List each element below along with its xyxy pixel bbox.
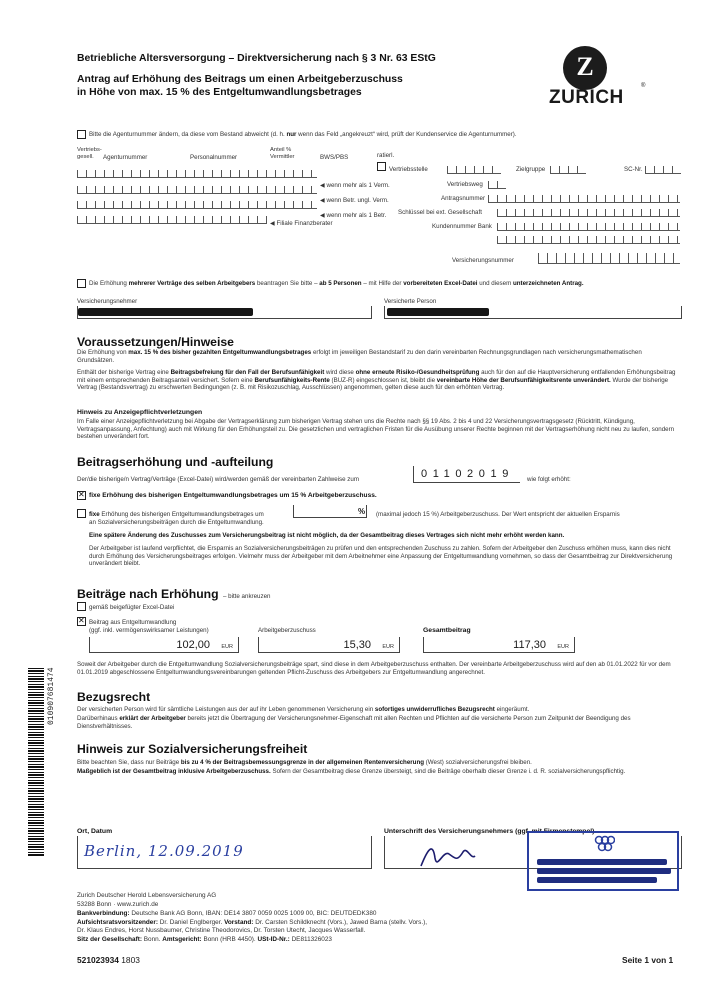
redacted-block <box>537 877 657 883</box>
note-more-than-1-betr: ◀ wenn mehr als 1 Betr. <box>320 212 387 219</box>
paragraph-sozial-1: Bitte beachten Sie, dass nur Beiträge bis zu 4 % der Beitragsbemessungsgrenze in der allgemeinen Rentenversicherung (West) sozialversicherungsfrei bleiben. <box>77 759 532 766</box>
form-subtitle-line1: Antrag auf Erhöhung des Beitrags um einen Arbeitgeberzuschuss <box>77 74 403 85</box>
note-more-than-1-verm: ◀ wenn mehr als 1 Verm. <box>320 182 390 189</box>
side-barcode <box>28 668 44 856</box>
paragraph-sozial-2: Maßgeblich ist der Gesamtbeitrag inklusive Arbeitgeberzuschuss. Sofern der Gesamtbeitrag diese Grenze übersteigt, sind die Beiträge oberhalb dieser Grenze i. d. R. sozialversicherungspflichtig. <box>77 768 626 775</box>
schluessel-field[interactable] <box>497 209 680 217</box>
custom-percent-field[interactable] <box>293 505 367 518</box>
paragraph-arbeitgeberzuschuss: Soweit der Arbeitgeber durch die Entgeltumwandlung Sozialversicherungsbeiträge spart, sind diese in dem Arbeitgeberzuschuss enthalten. Der vereinbarte Arbeitgeberzuschuss wird auf den ab 01.01.2022 für vor dem 01.01.2019 abgeschlossene Entgeltumwandlungsvereinbarungen geltenden Pflicht-Zuschuss des Arbeitgebers zur Entgeltumwandlung angerechnet. <box>77 661 671 676</box>
redacted-block <box>78 308 253 316</box>
agent-row-1[interactable] <box>77 170 317 178</box>
redacted-block <box>387 308 489 316</box>
paragraph-anzeigepflicht: Im Falle einer Anzeigepflichtverletzung bei Abgabe der Vertragserklärung zum bisherigen Vertrag stehen uns die Rechte nach §§ 19 Abs. 2 bis 4 und 22 Versicherungsvertragsgesetz (Rücktritt, Kündigung, Vertragsanpassung, Anfechtung) auch mit Wirkung für den Erhöhungsteil zu. Die gesetzlichen und vertraglichen Fristen für die Ausübung unserer Rechte beginnen mit der Vertragserhöhung nicht neu zu laufen, sondern bestehen unverändert fort. <box>77 418 675 441</box>
agent-row-4[interactable] <box>77 216 267 224</box>
option-fixed-custom-checkbox[interactable] <box>77 509 86 518</box>
amount-arbeitgeberzuschuss-field[interactable] <box>258 637 400 653</box>
footer-bank: Bankverbindung: Deutsche Bank AG Bonn, IBAN: DE14 3807 0059 0025 1009 00, BIC: DEUTDEDK380 <box>77 910 377 917</box>
kundennummer-field-2[interactable] <box>497 236 680 244</box>
subheading-anzeigepflicht: Hinweis zu Anzeigepflichtverletzungen <box>77 409 203 416</box>
label-schluessel: Schlüssel bei ext. Gesellschaft <box>398 209 482 216</box>
antragsnummer-field[interactable] <box>488 195 680 203</box>
agent-row-2[interactable] <box>77 186 317 194</box>
increase-warning: Eine spätere Änderung des Zuschusses zum Versicherungsbeitrag ist nicht möglich, da der Gesamtbeitrag dieses Vertrages sich nicht mehr erhöht werden kann. <box>89 532 565 539</box>
footer-address: 53288 Bonn · www.zurich.de <box>77 901 159 908</box>
label-unterschrift: Unterschrift des Versicherungsnehmers (ggf. mit Firmenstempel) <box>384 828 595 835</box>
col-anteil: Anteil % Vermittler <box>270 147 295 160</box>
increase-date-value: 01102019 <box>421 468 514 480</box>
section-beitragserhoehung: Beitragserhöhung und -aufteilung <box>77 455 274 469</box>
form-subtitle-line2: in Höhe von max. 15 % des Entgeltumwandlungsbetrages <box>77 87 362 98</box>
versicherungsnummer-field[interactable] <box>538 253 680 264</box>
signature-scribble-icon <box>415 840 495 872</box>
paragraph-voraussetzungen-2: Enthält der bisherige Vertrag eine Beitragsbefreiung für den Fall der Berufsunfähigkeit wird diese ohne erneute Risiko-/Gesundheitsprüfung auch für den auf die Hauptversicherung entfallenden Erhöhungsbeitrag mit einem entsprechenden Beitragsanteil versichert. Sofern eine Berufsunfähigkeits-Rente (BUZ-R) eingeschlossen ist, bleibt die vereinbarte Höhe der Berufsunfähigkeitsrente unverändert. Wurde der bisherige Vertrag (Bestandsvertrag) zu erschwerten Bedingungen (z. B. mit Risikozuschlag, Ausschlüssen) angenommen, gelten diese auch für den erhöhten Vertrag. <box>77 369 676 392</box>
change-agent-checkbox[interactable] <box>77 130 86 139</box>
label-vertriebsstelle: Vertriebsstelle <box>389 166 428 173</box>
form-title: Betriebliche Altersversorgung – Direktversicherung nach § 3 Nr. 63 EStG <box>77 53 436 64</box>
label-vertriebsweg: Vertriebsweg <box>447 181 483 188</box>
versicherte-person-field[interactable] <box>384 306 682 319</box>
label-sc-nr: SC-Nr. <box>624 166 643 173</box>
ort-datum-field[interactable] <box>77 836 372 869</box>
option-fixed-15-label: fixe Erhöhung des bisherigen Entgeltumwandlungsbetrages um 15 % Arbeitgeberzuschuss. <box>89 492 377 499</box>
label-versicherungsnehmer: Versicherungsnehmer <box>77 298 138 305</box>
page-indicator: Seite 1 von 1 <box>622 955 674 965</box>
versicherungsnehmer-field[interactable] <box>77 306 372 319</box>
label-vl-hint: (ggf. inkl. vermögenswirksamer Leistungen) <box>89 627 209 634</box>
label-kundennummer: Kundennummer Bank <box>432 223 492 230</box>
amount-gesamtbeitrag: 117,30 <box>513 639 546 651</box>
label-gesamtbeitrag: Gesamtbeitrag <box>423 627 471 634</box>
ratierl-checkbox[interactable] <box>377 162 386 171</box>
option-amounts-checkbox[interactable] <box>77 617 86 626</box>
section-voraussetzungen: Voraussetzungen/Hinweise <box>77 335 234 349</box>
col-vertriebsgesellschaft: Vertriebs- gesell. <box>77 147 102 160</box>
currency-eur: EUR <box>557 644 569 650</box>
col-ratierl: ratierl. <box>377 152 395 159</box>
section-bezugsrecht: Bezugsrecht <box>77 690 151 704</box>
amount-entgeltumwandlung-field[interactable] <box>89 637 239 653</box>
zielgruppe-field[interactable] <box>550 166 586 174</box>
label-versicherte-person: Versicherte Person <box>384 298 437 305</box>
agent-row-3[interactable] <box>77 201 317 209</box>
increase-date-field[interactable] <box>413 466 520 483</box>
label-antragsnummer: Antragsnummer <box>441 195 486 202</box>
form-number: 521023934 1803 <box>77 955 140 965</box>
col-bws: BWS/PBS <box>320 154 349 161</box>
currency-eur: EUR <box>221 644 233 650</box>
option-fixed-15-checkbox[interactable] <box>77 491 86 500</box>
note-filiale: ◀ Filiale Finanzberater <box>270 220 333 227</box>
option-excel-label: gemäß beigefügter Excel-Datei <box>89 604 175 611</box>
footer-vorstand: Dr. Klaus Endres, Horst Nussbaumer, Christine Theodorovics, Dr. Torsten Utecht, Jacques Wasserfall. <box>77 927 366 934</box>
amount-entgeltumwandlung: 102,00 <box>176 639 210 651</box>
label-versicherungsnummer: Versicherungsnummer <box>452 257 514 264</box>
amount-arbeitgeberzuschuss: 15,30 <box>343 639 371 651</box>
registered-mark: ® <box>641 83 646 89</box>
side-barcode-number: 010907681474 <box>47 667 56 725</box>
label-arbeitgeberzuschuss: Arbeitgeberzuschuss <box>258 627 316 634</box>
vertriebsstelle-field[interactable] <box>447 166 501 174</box>
option-excel-checkbox[interactable] <box>77 602 86 611</box>
redacted-block <box>537 868 671 874</box>
section-sozialversicherung: Hinweis zur Sozialversicherungsfreiheit <box>77 742 308 756</box>
paragraph-bezugsrecht-1: Der versicherten Person wird für sämtliche Leistungen aus der auf ihr Leben genommenen Versicherung ein sofortiges unwiderrufliches Bezugsrecht eingeräumt. <box>77 706 530 713</box>
note-betr-ungl-verm: ◀ wenn Betr. ungl. Verm. <box>320 197 389 204</box>
percent-sign: % <box>358 507 366 516</box>
increase-intro: Der/die bisherige/n Vertrag/Verträge (Excel-Datei) wird/werden gemäß der vereinbarten Zahlweise zum <box>77 476 360 483</box>
paragraph-bezugsrecht-2: Darüberhinaus erklärt der Arbeitgeber bereits jetzt die Übertragung der Versicherungsnehmer-Eigenschaft mit allen Rechten und Pflichten auf die versicherte Person zum Zeitpunkt der Beendigung des Dienstverhältnisses. <box>77 715 631 730</box>
vertriebsweg-field[interactable] <box>488 181 506 189</box>
multi-contract-checkbox[interactable] <box>77 279 86 288</box>
label-ort-datum: Ort, Datum <box>77 828 113 835</box>
ort-datum-value: Berlin, 12.09.2019 <box>84 842 244 860</box>
col-personalnummer: Personalnummer <box>190 154 238 161</box>
stamp-logo-icon <box>593 835 615 855</box>
footer-sitz: Sitz der Gesellschaft: Bonn. Amtsgericht: Bonn (HRB 4450). USt-ID-Nr.: DE811326023 <box>77 936 332 943</box>
amount-gesamtbeitrag-field[interactable] <box>423 637 575 653</box>
col-agenturnummer: Agenturnummer <box>103 154 148 161</box>
footer-board: Aufsichtsratsvorsitzender: Dr. Daniel Englberger. Vorstand: Dr. Carsten Schildknecht (Vors.), Jawed Barna (stellv. Vors.), <box>77 919 427 926</box>
change-agent-note: Bitte die Agenturnummer ändern, da diese vom Bestand abweicht (d. h. nur wenn das Feld „angekreuzt“ wird, prüft der Kundenservice die Agenturnummer). <box>89 131 517 138</box>
brand-wordmark: ZURICH <box>549 87 624 108</box>
sc-nr-field[interactable] <box>645 166 681 174</box>
kundennummer-field[interactable] <box>497 223 680 231</box>
multi-contract-note: Die Erhöhung mehrerer Verträge des selben Arbeitgebers beantragen Sie bitte – ab 5 Personen – mit Hilfe der vorbereiteten Excel-Datei und diesem unterzeichneten Antrag. <box>89 280 584 287</box>
redacted-block <box>537 859 667 865</box>
option-fixed-custom-label: fixe Erhöhung des bisherigen Entgeltumwandlungsbetrages um <box>89 511 264 518</box>
option-fixed-custom-note-2: an Sozialversicherungsbeiträgen durch die Entgeltumwandlung. <box>89 519 264 526</box>
label-entgeltumwandlung: Beitrag aus Entgeltumwandlung <box>89 619 177 626</box>
option-fixed-custom-note: (maximal jedoch 15 %) Arbeitgeberzuschuss. Der Wert entspricht der aktuellen Ersparnis <box>376 511 620 518</box>
section-beitraege: Beiträge nach Erhöhung – bitte ankreuzen <box>77 587 271 601</box>
currency-eur: EUR <box>382 644 394 650</box>
label-zielgruppe: Zielgruppe <box>516 166 546 173</box>
footer-company: Zurich Deutscher Herold Lebensversicherung AG <box>77 892 217 899</box>
company-stamp <box>527 831 679 891</box>
zurich-logo-icon: Z <box>563 46 607 90</box>
increase-suffix: wie folgt erhöht: <box>527 476 571 483</box>
employer-obligation-text: Der Arbeitgeber ist laufend verpflichtet, die Ersparnis an Sozialversicherungsbeiträgen zu prüfen und den entsprechenden Zuschuss zu zahlen. Sofern der Arbeitgeber den Zuschuss erhöhen muss, kann dies nicht durch Erhöhung des Versicherungsbeitrages erfolgen. Vielmehr muss der Arbeitgeber mit dem Arbeitnehmer eine Anpassung der Entgeltumwandlung vornehmen, so dass der Gesamtbeitrag zur Direktversicherung unverändert bleibt. <box>89 545 673 568</box>
paragraph-voraussetzungen-1: Die Erhöhung von max. 15 % des bisher gezahlten Entgeltumwandlungsbetrages erfolgt im jeweiligen Bestandstarif zu den darin vereinbarten Rechnungsgrundlagen nach versicherungsmathematischen Grundsätzen. <box>77 349 642 364</box>
